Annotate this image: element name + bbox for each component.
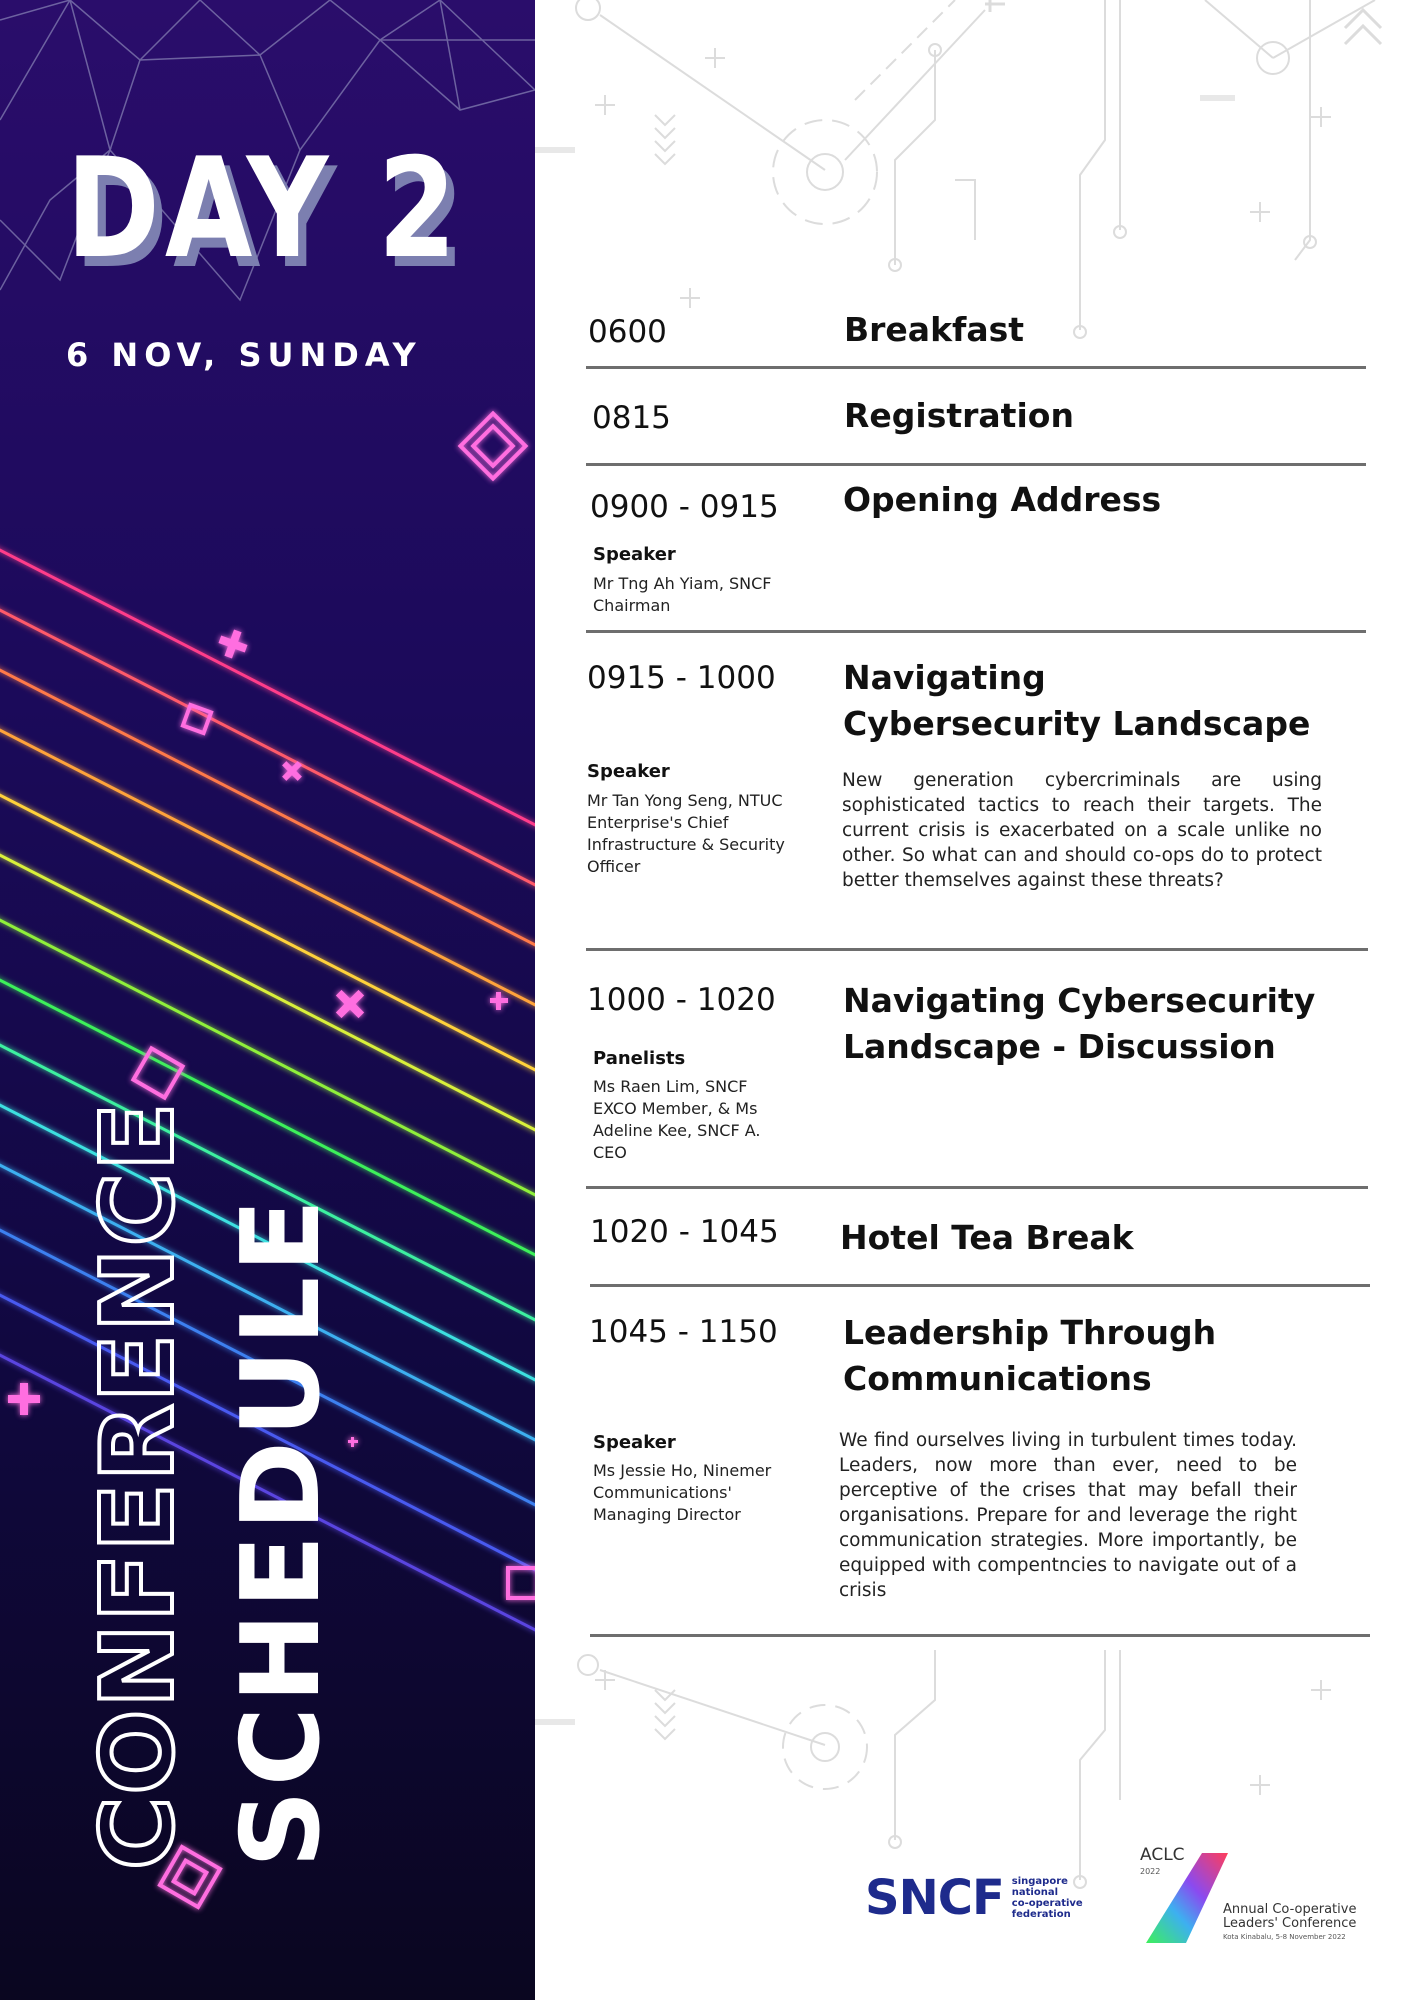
aclc-name: ACLC	[1140, 1845, 1185, 1865]
divider	[590, 1634, 1370, 1637]
schedule-time: 0900 - 0915	[590, 489, 779, 525]
panelists-label: Panelists	[593, 1048, 686, 1069]
session-description: New generation cybercriminals are using sophisticated tactics to reach their targets. The current crisis is exacerbated on a scale unlike no other. So what can and should co-ops do to protect better themselves against these threats?	[842, 770, 1322, 891]
schedule-title: Navigating Cybersecurity Landscape - Discussion	[843, 981, 1316, 1066]
aclc-fullname: Annual Co-operative Leaders' Conference	[1223, 1902, 1357, 1931]
sncf-logo	[865, 1870, 1083, 1926]
aclc-logo	[1138, 1845, 1358, 1945]
divider	[586, 948, 1368, 951]
schedule-time: 0600	[588, 314, 667, 350]
schedule-title: Registration	[844, 396, 1074, 435]
aclc-location: Kota Kinabalu, 5-8 November 2022	[1223, 1933, 1346, 1941]
sncf-tagline: singapore national co-operative federation	[1011, 1876, 1083, 1920]
schedule-title: Opening Address	[843, 480, 1162, 519]
day-title: DAY 2	[66, 128, 462, 289]
divider	[586, 463, 1366, 466]
conference-word: CONFERENCE	[79, 1100, 196, 1870]
sncf-wordmark: SNCF	[865, 1870, 1004, 1926]
schedule-title: Navigating Cybersecurity Landscape	[843, 658, 1311, 743]
schedule-title: Leadership Through Communications	[843, 1313, 1217, 1398]
schedule-time: 0815	[592, 400, 671, 436]
speaker-label: Speaker	[587, 761, 670, 782]
left-panel	[0, 0, 535, 2000]
divider	[586, 630, 1366, 633]
session-description: We find ourselves living in turbulent times today. Leaders, now more than ever, need to be perceptive of the crises that may befall their organisations. Prepare for and leverage the right communication strategies. More importantly, be equipped with compentncies to navigate out of a crisis	[839, 1430, 1297, 1601]
divider	[586, 366, 1366, 369]
schedule-time: 1045 - 1150	[589, 1314, 778, 1350]
speaker-names: Ms Jessie Ho, Ninemer Communications' Managing Director	[593, 1461, 772, 1524]
schedule-word: SCHEDULE	[219, 1194, 344, 1868]
speaker-names: Mr Tng Ah Yiam, SNCF Chairman	[593, 574, 772, 615]
schedule-title: Hotel Tea Break	[840, 1218, 1134, 1257]
schedule-time: 1020 - 1045	[590, 1214, 779, 1250]
speaker-label: Speaker	[593, 1432, 676, 1453]
divider	[586, 1186, 1368, 1189]
schedule-time: 0915 - 1000	[587, 660, 776, 696]
divider	[590, 1284, 1370, 1287]
schedule-title: Breakfast	[844, 310, 1025, 349]
schedule-time: 1000 - 1020	[587, 982, 776, 1018]
day-date: 6 NOV, SUNDAY	[66, 336, 422, 374]
speaker-label: Speaker	[593, 544, 676, 565]
aclc-year: 2022	[1140, 1867, 1161, 1876]
panelist-names: Ms Raen Lim, SNCF EXCO Member, & Ms Adeline Kee, SNCF A. CEO	[593, 1077, 761, 1162]
speaker-names: Mr Tan Yong Seng, NTUC Enterprise's Chief Infrastructure & Security Officer	[587, 791, 785, 876]
